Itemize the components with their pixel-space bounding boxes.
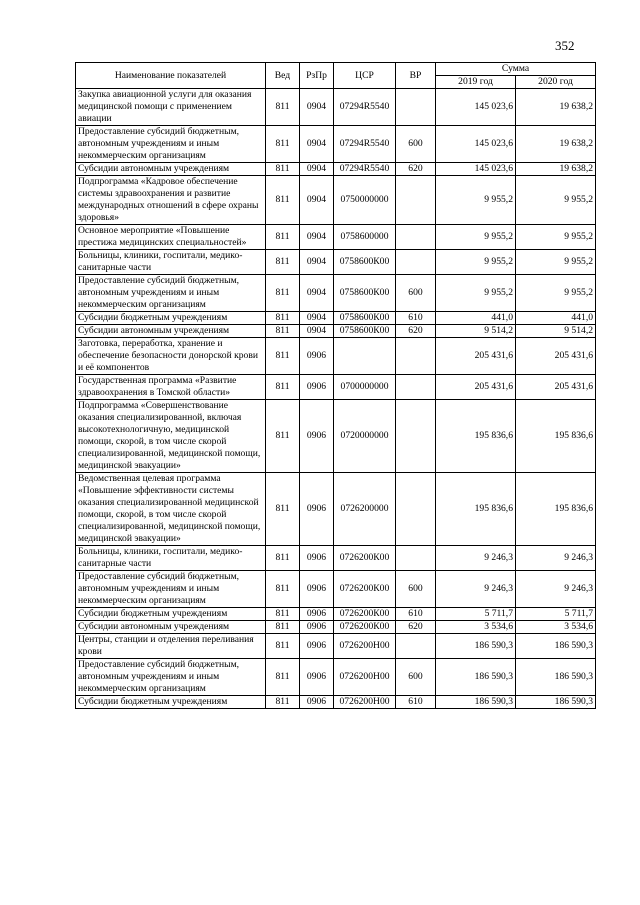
cell-csr: 07294R5540 [334, 126, 396, 163]
table-body [76, 89, 596, 709]
cell-ved: 811 [266, 126, 300, 163]
cell-2020: 9 514,2 [516, 325, 596, 338]
header-csr: ЦСР [334, 63, 396, 89]
cell-csr: 0758600К00 [334, 275, 396, 312]
budget-table [75, 62, 596, 709]
cell-ved: 811 [266, 621, 300, 634]
page-number: 352 [555, 38, 575, 53]
table-row [76, 250, 596, 275]
cell-rzpr: 0906 [300, 696, 334, 709]
cell-2020: 205 431,6 [516, 338, 596, 375]
cell-csr: 0726200К00 [334, 621, 396, 634]
cell-name: Предоставление субсидий бюджетным, автономным учреждениям и иным некоммерческим организациям [76, 571, 266, 608]
cell-name: Государственная программа «Развитие здравоохранения в Томской области» [76, 375, 266, 400]
cell-ved: 811 [266, 546, 300, 571]
cell-name: Центры, станции и отделения переливания крови [76, 634, 266, 659]
cell-2020: 19 638,2 [516, 163, 596, 176]
cell-2020: 3 534,6 [516, 621, 596, 634]
header-ved: Вед [266, 63, 300, 89]
cell-2019: 9 514,2 [436, 325, 516, 338]
cell-ved: 811 [266, 250, 300, 275]
cell-2019: 195 836,6 [436, 400, 516, 473]
cell-rzpr: 0904 [300, 126, 334, 163]
cell-vr: 600 [396, 659, 436, 696]
cell-name: Субсидии автономным учреждениям [76, 621, 266, 634]
cell-name: Субсидии бюджетным учреждениям [76, 608, 266, 621]
header-sum: Сумма [436, 63, 596, 76]
cell-ved: 811 [266, 400, 300, 473]
cell-csr: 0726200Н00 [334, 696, 396, 709]
cell-vr: 620 [396, 325, 436, 338]
cell-ved: 811 [266, 608, 300, 621]
cell-rzpr: 0904 [300, 89, 334, 126]
cell-name: Заготовка, переработка, хранение и обеспечение безопасности донорской крови и её компонентов [76, 338, 266, 375]
cell-ved: 811 [266, 634, 300, 659]
cell-name: Субсидии автономным учреждениям [76, 325, 266, 338]
cell-rzpr: 0904 [300, 312, 334, 325]
cell-csr: 07294R5540 [334, 89, 396, 126]
cell-vr: 620 [396, 163, 436, 176]
cell-2020: 441,0 [516, 312, 596, 325]
cell-csr: 0720000000 [334, 400, 396, 473]
cell-2020: 205 431,6 [516, 375, 596, 400]
cell-csr [334, 338, 396, 375]
cell-vr [396, 250, 436, 275]
cell-2020: 19 638,2 [516, 89, 596, 126]
table-row [76, 473, 596, 546]
cell-name: Субсидии бюджетным учреждениям [76, 312, 266, 325]
cell-csr: 0758600К00 [334, 250, 396, 275]
cell-name: Подпрограмма «Кадровое обеспечение системы здравоохранения и развитие международных отношений в сфере охраны здоровья» [76, 176, 266, 225]
table-row [76, 89, 596, 126]
cell-2019: 9 955,2 [436, 250, 516, 275]
cell-2020: 5 711,7 [516, 608, 596, 621]
table-row [76, 634, 596, 659]
cell-2020: 186 590,3 [516, 659, 596, 696]
cell-vr [396, 225, 436, 250]
cell-2020: 195 836,6 [516, 400, 596, 473]
table-row [76, 375, 596, 400]
cell-ved: 811 [266, 163, 300, 176]
cell-2019: 3 534,6 [436, 621, 516, 634]
cell-2019: 145 023,6 [436, 126, 516, 163]
header-vr: ВР [396, 63, 436, 89]
cell-2020: 9 955,2 [516, 275, 596, 312]
table-row [76, 696, 596, 709]
cell-csr: 0726200К00 [334, 608, 396, 621]
cell-rzpr: 0904 [300, 176, 334, 225]
cell-rzpr: 0906 [300, 571, 334, 608]
cell-2019: 145 023,6 [436, 89, 516, 126]
cell-2019: 9 246,3 [436, 571, 516, 608]
cell-vr: 600 [396, 275, 436, 312]
cell-2019: 9 955,2 [436, 176, 516, 225]
cell-csr: 0726200Н00 [334, 659, 396, 696]
cell-rzpr: 0906 [300, 621, 334, 634]
cell-vr: 610 [396, 608, 436, 621]
cell-vr [396, 634, 436, 659]
cell-rzpr: 0906 [300, 400, 334, 473]
header-rzpr: РзПр [300, 63, 334, 89]
cell-ved: 811 [266, 571, 300, 608]
cell-2020: 9 955,2 [516, 250, 596, 275]
cell-rzpr: 0904 [300, 250, 334, 275]
cell-2019: 205 431,6 [436, 375, 516, 400]
cell-rzpr: 0906 [300, 375, 334, 400]
cell-name: Закупка авиационной услуги для оказания медицинской помощи с применением авиации [76, 89, 266, 126]
cell-csr: 07294R5540 [334, 163, 396, 176]
cell-2020: 186 590,3 [516, 634, 596, 659]
cell-vr: 610 [396, 312, 436, 325]
cell-csr: 0726200К00 [334, 571, 396, 608]
cell-rzpr: 0904 [300, 163, 334, 176]
cell-2019: 186 590,3 [436, 659, 516, 696]
table-row [76, 325, 596, 338]
cell-vr [396, 338, 436, 375]
table-row [76, 275, 596, 312]
cell-rzpr: 0904 [300, 325, 334, 338]
cell-name: Предоставление субсидий бюджетным, автономным учреждениям и иным некоммерческим организациям [76, 275, 266, 312]
cell-name: Больницы, клиники, госпитали, медико-санитарные части [76, 546, 266, 571]
cell-2020: 9 246,3 [516, 546, 596, 571]
cell-vr [396, 400, 436, 473]
cell-2019: 195 836,6 [436, 473, 516, 546]
table-row [76, 126, 596, 163]
table-row [76, 571, 596, 608]
cell-2020: 186 590,3 [516, 696, 596, 709]
cell-2019: 9 246,3 [436, 546, 516, 571]
cell-csr: 0726200000 [334, 473, 396, 546]
header-year-2020: 2020 год [516, 76, 596, 89]
cell-2020: 195 836,6 [516, 473, 596, 546]
table-row [76, 621, 596, 634]
cell-vr [396, 375, 436, 400]
cell-rzpr: 0906 [300, 473, 334, 546]
table-row [76, 338, 596, 375]
cell-ved: 811 [266, 696, 300, 709]
cell-csr: 0726200Н00 [334, 634, 396, 659]
cell-csr: 0758600К00 [334, 312, 396, 325]
cell-name: Субсидии автономным учреждениям [76, 163, 266, 176]
cell-rzpr: 0906 [300, 546, 334, 571]
cell-vr: 600 [396, 571, 436, 608]
cell-2020: 19 638,2 [516, 126, 596, 163]
cell-2019: 5 711,7 [436, 608, 516, 621]
cell-vr [396, 89, 436, 126]
table-row [76, 312, 596, 325]
table-row [76, 659, 596, 696]
header-name: Наименование показателей [76, 63, 266, 89]
cell-ved: 811 [266, 312, 300, 325]
cell-ved: 811 [266, 275, 300, 312]
header-year-2019: 2019 год [436, 76, 516, 89]
cell-vr: 610 [396, 696, 436, 709]
table-header [76, 63, 596, 89]
cell-csr: 0726200К00 [334, 546, 396, 571]
cell-name: Предоставление субсидий бюджетным, автономным учреждениям и иным некоммерческим организациям [76, 659, 266, 696]
table-row [76, 163, 596, 176]
cell-rzpr: 0906 [300, 659, 334, 696]
table-row [76, 225, 596, 250]
table-row [76, 608, 596, 621]
cell-ved: 811 [266, 659, 300, 696]
cell-vr [396, 176, 436, 225]
cell-vr [396, 473, 436, 546]
cell-2019: 9 955,2 [436, 275, 516, 312]
cell-name: Предоставление субсидий бюджетным, автономным учреждениям и иным некоммерческим организациям [76, 126, 266, 163]
cell-name: Больницы, клиники, госпитали, медико-санитарные части [76, 250, 266, 275]
table-row [76, 546, 596, 571]
cell-2019: 441,0 [436, 312, 516, 325]
table-row [76, 400, 596, 473]
cell-name: Подпрограмма «Совершенствование оказания специализированной, включая высокотехнологичную, медицинской помощи, скорой, в том числе скорой специализированной, медицинской помощи, медицинской эвакуации» [76, 400, 266, 473]
cell-ved: 811 [266, 473, 300, 546]
cell-rzpr: 0904 [300, 225, 334, 250]
cell-2019: 9 955,2 [436, 225, 516, 250]
cell-csr: 0750000000 [334, 176, 396, 225]
cell-ved: 811 [266, 375, 300, 400]
cell-2019: 205 431,6 [436, 338, 516, 375]
cell-csr: 0758600000 [334, 225, 396, 250]
cell-2020: 9 955,2 [516, 176, 596, 225]
cell-2020: 9 246,3 [516, 571, 596, 608]
cell-vr: 600 [396, 126, 436, 163]
cell-name: Основное мероприятие «Повышение престижа медицинских специальностей» [76, 225, 266, 250]
cell-2019: 145 023,6 [436, 163, 516, 176]
cell-ved: 811 [266, 176, 300, 225]
cell-2020: 9 955,2 [516, 225, 596, 250]
cell-vr [396, 546, 436, 571]
cell-csr: 0700000000 [334, 375, 396, 400]
table-row [76, 176, 596, 225]
cell-ved: 811 [266, 338, 300, 375]
cell-rzpr: 0906 [300, 338, 334, 375]
cell-name: Ведомственная целевая программа «Повышение эффективности системы оказания специализированной медицинской помощи, скорой, в том числе скорой специализированной, медицинской помощи, медицинской эвакуации» [76, 473, 266, 546]
cell-2019: 186 590,3 [436, 634, 516, 659]
cell-rzpr: 0906 [300, 634, 334, 659]
cell-csr: 0758600К00 [334, 325, 396, 338]
cell-rzpr: 0906 [300, 608, 334, 621]
cell-name: Субсидии бюджетным учреждениям [76, 696, 266, 709]
cell-rzpr: 0904 [300, 275, 334, 312]
cell-2019: 186 590,3 [436, 696, 516, 709]
cell-vr: 620 [396, 621, 436, 634]
cell-ved: 811 [266, 89, 300, 126]
cell-ved: 811 [266, 225, 300, 250]
cell-ved: 811 [266, 325, 300, 338]
